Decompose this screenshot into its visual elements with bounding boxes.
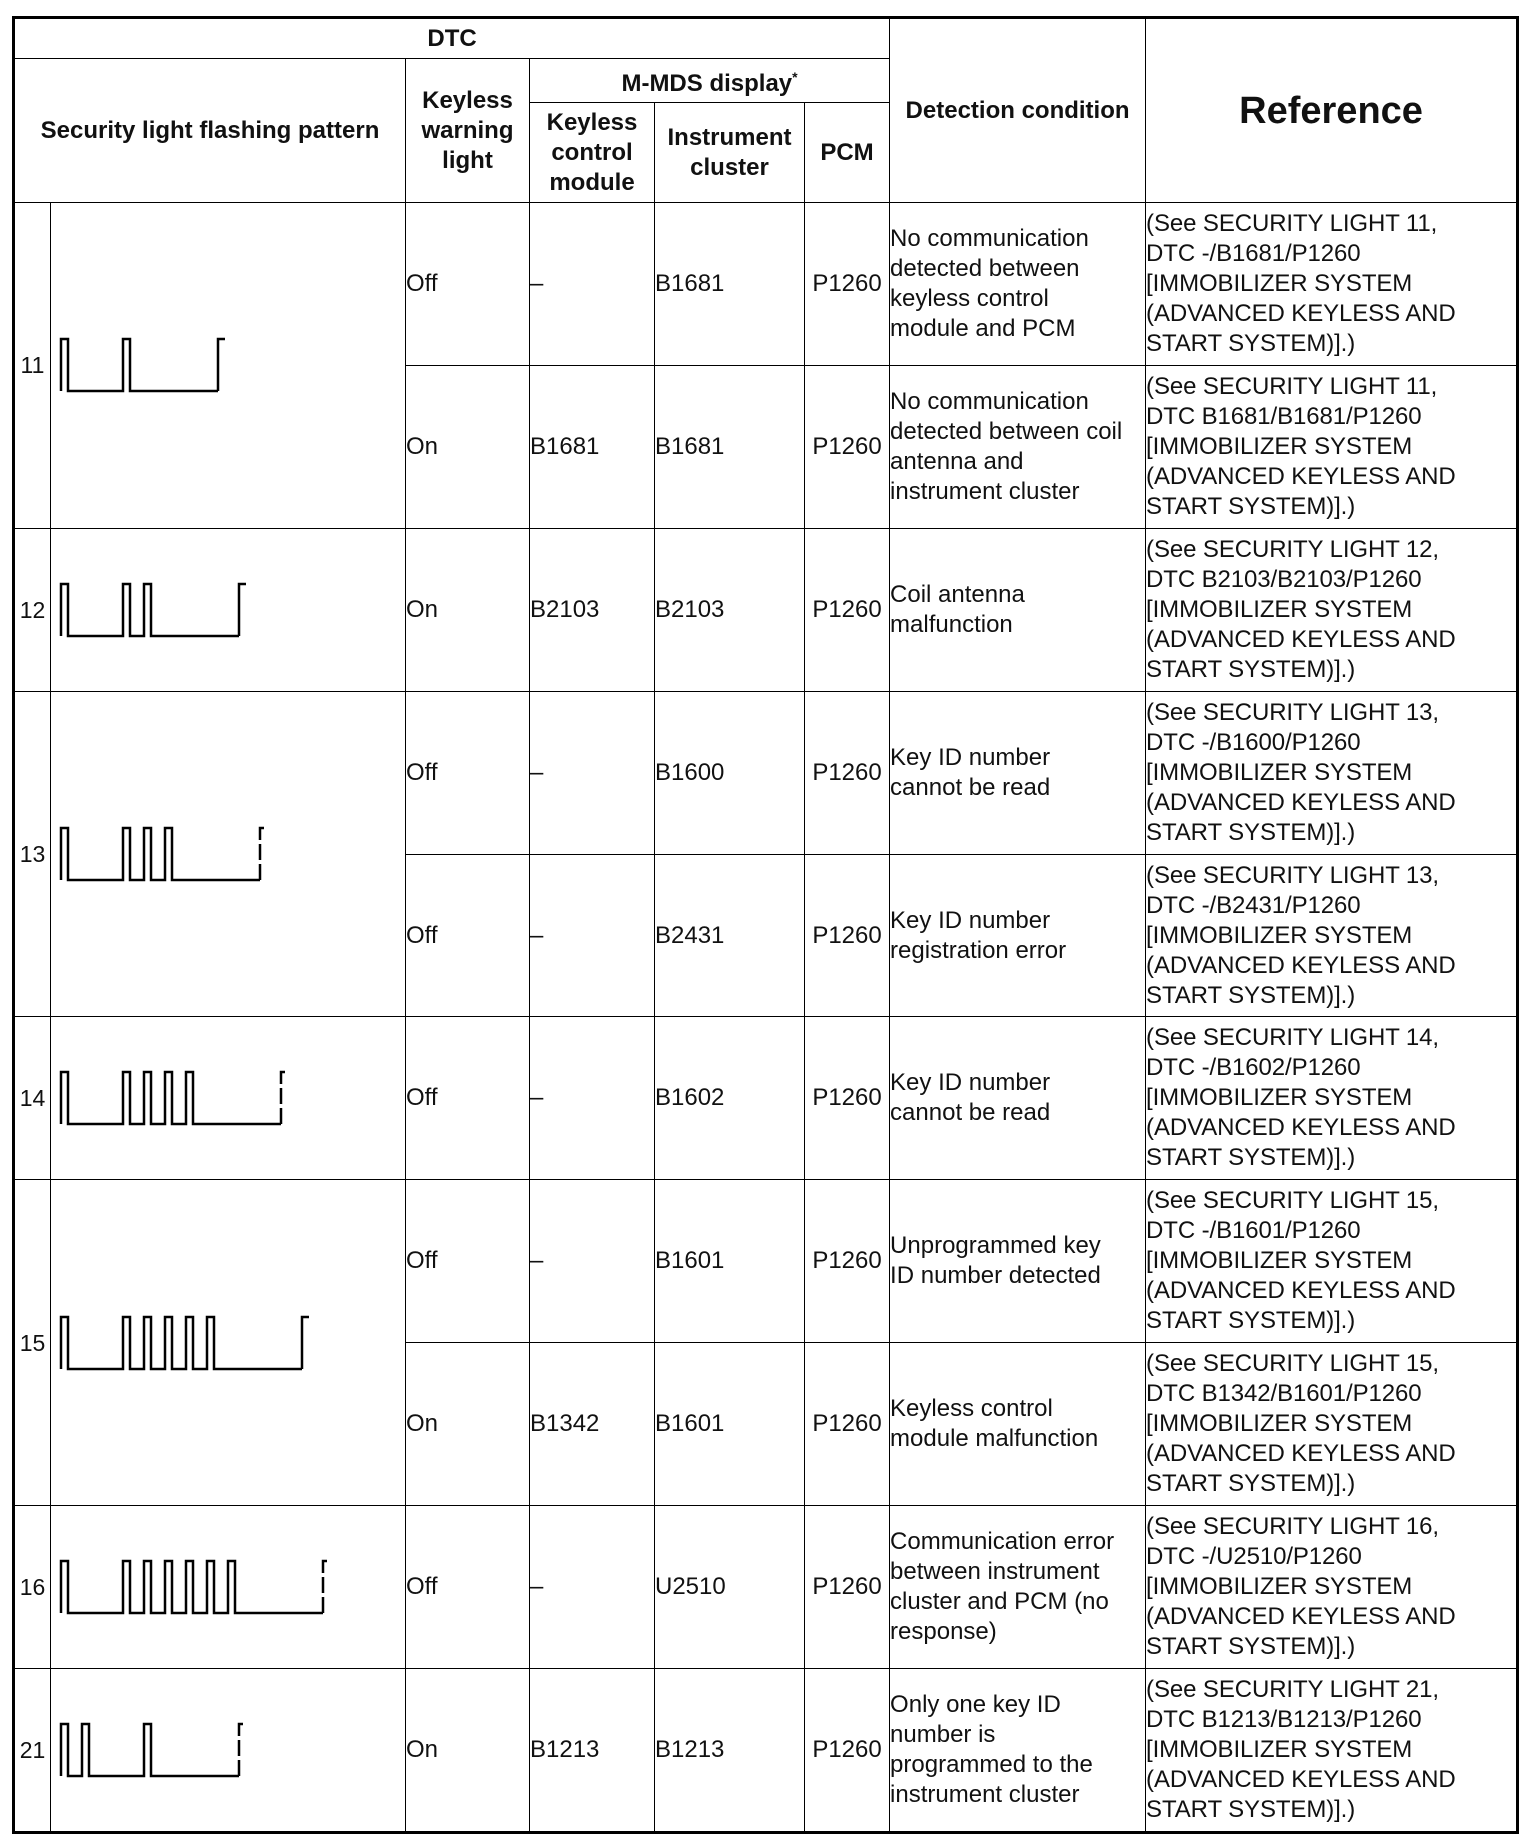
reference-line: START SYSTEM)].) (1146, 1144, 1356, 1172)
detection-condition-line: detected between (890, 254, 1080, 282)
detection-condition (890, 1180, 1146, 1343)
instrument-cluster-value: B1213 (655, 1669, 805, 1833)
reference-line: [IMMOBILIZER SYSTEM (1146, 1736, 1413, 1763)
pcm-value: P1260 (805, 528, 890, 691)
pcm-value: P1260 (805, 365, 890, 528)
kcm-header-line: module (549, 168, 635, 196)
detection-condition-line: No communication (890, 387, 1089, 415)
keyless-control-module-value: B2103 (530, 528, 655, 691)
keyless-warning-header-line: warning (421, 116, 514, 144)
reference-line: [IMMOBILIZER SYSTEM (1146, 1573, 1413, 1601)
pcm-value: P1260 (805, 1180, 890, 1343)
instrument-cluster-value: B1601 (655, 1343, 805, 1506)
table-row (14, 1506, 1518, 1669)
reference-line: (ADVANCED KEYLESS AND (1146, 1277, 1456, 1305)
reference-line: (See SECURITY LIGHT 21, (1146, 1676, 1439, 1703)
instrument-cluster-value: B2103 (655, 528, 805, 691)
detection-condition-line: malfunction (890, 610, 1013, 638)
mmds-footnote-mark: * (792, 69, 798, 85)
pattern-line (61, 828, 260, 880)
flashing-pattern-waveform (51, 1520, 403, 1654)
detection-condition-line: instrument cluster (890, 1781, 1080, 1808)
kcm-header-line: control (551, 138, 633, 166)
reference-line: (See SECURITY LIGHT 11, (1146, 209, 1438, 237)
keyless-control-module-value: B1213 (530, 1669, 655, 1833)
reference-line: START SYSTEM)].) (1146, 1633, 1356, 1661)
reference-line: (See SECURITY LIGHT 15, (1146, 1350, 1439, 1378)
reference-line: (ADVANCED KEYLESS AND (1146, 1603, 1456, 1631)
table-row (14, 203, 1518, 366)
dtc-code: 21 (14, 1669, 51, 1833)
pcm-value: P1260 (805, 854, 890, 1017)
detection-condition-line: Communication error (890, 1528, 1115, 1556)
flashing-pattern-cell (51, 528, 406, 691)
reference-line: START SYSTEM)].) (1146, 655, 1356, 683)
keyless-warning-light-value: Off (406, 1180, 530, 1343)
reference-text (1146, 1343, 1518, 1506)
keyless-control-module-value: – (530, 854, 655, 1017)
pattern-line (61, 1561, 323, 1613)
detection-condition (890, 203, 1146, 366)
reference-line: (ADVANCED KEYLESS AND (1146, 625, 1456, 653)
instrument-cluster-header (655, 103, 805, 203)
keyless-control-module-value: – (530, 1180, 655, 1343)
keyless-warning-header (406, 59, 530, 203)
keyless-control-module-value: B1681 (530, 365, 655, 528)
dtc-code: 16 (14, 1506, 51, 1669)
mmds-display-header (530, 59, 890, 103)
reference-line: (ADVANCED KEYLESS AND (1146, 299, 1456, 327)
reference-line: DTC -/B1601/P1260 (1146, 1217, 1361, 1245)
reference-line: START SYSTEM)].) (1146, 1796, 1356, 1823)
reference-line: DTC B1213/B1213/P1260 (1146, 1706, 1422, 1733)
reference-line: DTC B1342/B1601/P1260 (1146, 1380, 1422, 1408)
detection-condition-line: number is (890, 1721, 996, 1748)
pcm-value: P1260 (805, 1506, 890, 1669)
table-row (14, 691, 1518, 854)
pcm-value: P1260 (805, 1669, 890, 1833)
detection-condition-line: Keyless control (890, 1395, 1053, 1423)
mmds-display-label: M-MDS display (621, 70, 793, 97)
reference-text (1146, 528, 1518, 691)
pcm-value: P1260 (805, 203, 890, 366)
reference-line: (ADVANCED KEYLESS AND (1146, 951, 1456, 979)
pattern-line (61, 339, 218, 391)
reference-line: [IMMOBILIZER SYSTEM (1146, 269, 1413, 297)
table-row (14, 528, 1518, 691)
detection-condition (890, 854, 1146, 1017)
reference-line: DTC B2103/B2103/P1260 (1146, 565, 1422, 593)
flashing-pattern-cell (51, 1669, 406, 1833)
keyless-warning-light-value: Off (406, 854, 530, 1017)
kcm-header-line: Keyless (546, 108, 638, 136)
detection-condition-line: detected between coil (890, 417, 1123, 445)
reference-text (1146, 691, 1518, 854)
instrument-cluster-value: B1602 (655, 1017, 805, 1180)
reference-line: [IMMOBILIZER SYSTEM (1146, 1247, 1413, 1275)
instrument-cluster-value: B1681 (655, 203, 805, 366)
reference-text (1146, 365, 1518, 528)
instrument-header-line: Instrument (667, 123, 792, 151)
keyless-warning-light-value: On (406, 1343, 530, 1506)
instrument-cluster-value: B1681 (655, 365, 805, 528)
detection-condition-line: No communication (890, 224, 1089, 252)
detection-condition (890, 1017, 1146, 1180)
detection-condition-line: cannot be read (890, 773, 1051, 801)
pattern-line (61, 1317, 302, 1369)
reference-line: DTC -/B1681/P1260 (1146, 239, 1361, 267)
flashing-pattern-header: Security light flashing pattern (14, 59, 406, 203)
flashing-pattern-waveform (51, 718, 403, 990)
table-row (14, 1669, 1518, 1833)
reference-line: START SYSTEM)].) (1146, 818, 1356, 846)
detection-condition-line: Key ID number (890, 906, 1051, 934)
flashing-pattern-cell (51, 1180, 406, 1506)
pcm-value: P1260 (805, 691, 890, 854)
detection-condition (890, 1343, 1146, 1506)
keyless-warning-light-value: On (406, 1669, 530, 1833)
flashing-pattern-waveform (51, 543, 403, 677)
detection-condition-line: Key ID number (890, 743, 1051, 771)
reference-line: DTC -/B2431/P1260 (1146, 891, 1361, 919)
reference-line: (See SECURITY LIGHT 16, (1146, 1513, 1439, 1541)
detection-condition-line: ID number detected (890, 1262, 1101, 1290)
detection-condition-line: module and PCM (890, 314, 1076, 342)
instrument-cluster-value: B1601 (655, 1180, 805, 1343)
detection-condition (890, 365, 1146, 528)
reference-line: DTC -/U2510/P1260 (1146, 1543, 1362, 1571)
detection-condition-line: Only one key ID (890, 1691, 1061, 1718)
dtc-code: 14 (14, 1017, 51, 1180)
keyless-control-module-value: – (530, 691, 655, 854)
instrument-cluster-value: B2431 (655, 854, 805, 1017)
table-header (14, 18, 1518, 203)
reference-line: (ADVANCED KEYLESS AND (1146, 1440, 1456, 1468)
flashing-pattern-waveform (51, 1207, 403, 1479)
keyless-warning-header-line: Keyless (422, 86, 513, 114)
pcm-value: P1260 (805, 1343, 890, 1506)
reference-line: (See SECURITY LIGHT 13, (1146, 698, 1439, 726)
flashing-pattern-waveform (51, 1031, 403, 1165)
keyless-warning-light-value: On (406, 528, 530, 691)
detection-condition-header: Detection condition (890, 18, 1146, 203)
keyless-control-module-value: – (530, 203, 655, 366)
pattern-repeat-marker (239, 1724, 246, 1776)
reference-line: (ADVANCED KEYLESS AND (1146, 1766, 1456, 1793)
flashing-pattern-cell (51, 1017, 406, 1180)
reference-line: (See SECURITY LIGHT 15, (1146, 1187, 1439, 1215)
keyless-warning-light-value: Off (406, 691, 530, 854)
detection-condition-line: Unprogrammed key (890, 1232, 1101, 1260)
reference-line: (ADVANCED KEYLESS AND (1146, 1114, 1456, 1142)
keyless-control-module-value: – (530, 1017, 655, 1180)
reference-line: START SYSTEM)].) (1146, 1307, 1356, 1335)
reference-line: START SYSTEM)].) (1146, 329, 1356, 357)
dtc-code: 15 (14, 1180, 51, 1506)
detection-condition (890, 691, 1146, 854)
reference-line: (See SECURITY LIGHT 14, (1146, 1024, 1439, 1052)
pattern-repeat-marker (281, 1072, 288, 1124)
reference-line: START SYSTEM)].) (1146, 981, 1356, 1009)
flashing-pattern-cell (51, 203, 406, 529)
pattern-line (61, 584, 239, 636)
table-row (14, 1017, 1518, 1180)
reference-text (1146, 1506, 1518, 1669)
dtc-header: DTC (14, 18, 890, 59)
pattern-repeat-marker (239, 584, 246, 636)
pattern-repeat-marker (302, 1317, 309, 1369)
dtc-code: 12 (14, 528, 51, 691)
reference-line: START SYSTEM)].) (1146, 1470, 1356, 1498)
reference-line: [IMMOBILIZER SYSTEM (1146, 432, 1413, 460)
dtc-table (12, 16, 1519, 1834)
reference-line: [IMMOBILIZER SYSTEM (1146, 1084, 1413, 1112)
reference-line: (See SECURITY LIGHT 11, (1146, 372, 1438, 400)
reference-line: (ADVANCED KEYLESS AND (1146, 788, 1456, 816)
keyless-control-module-value: – (530, 1506, 655, 1669)
pattern-line (61, 1724, 239, 1776)
reference-line: DTC -/B1602/P1260 (1146, 1054, 1361, 1082)
keyless-control-module-header (530, 103, 655, 203)
keyless-warning-light-value: Off (406, 1017, 530, 1180)
detection-condition-line: registration error (890, 936, 1067, 964)
pcm-header: PCM (805, 103, 890, 203)
reference-line: [IMMOBILIZER SYSTEM (1146, 758, 1413, 786)
reference-text (1146, 854, 1518, 1017)
detection-condition-line: antenna and (890, 447, 1024, 475)
reference-text (1146, 1669, 1518, 1833)
reference-line: START SYSTEM)].) (1146, 492, 1356, 520)
detection-condition-line: programmed to the (890, 1751, 1093, 1778)
keyless-warning-header-line: light (442, 146, 493, 174)
pattern-repeat-marker (260, 828, 267, 880)
flashing-pattern-cell (51, 1506, 406, 1669)
detection-condition (890, 528, 1146, 691)
detection-condition-line: cluster and PCM (no (890, 1588, 1109, 1616)
flashing-pattern-cell (51, 691, 406, 1017)
reference-text (1146, 203, 1518, 366)
table-row (14, 1180, 1518, 1343)
detection-condition-line: cannot be read (890, 1099, 1051, 1127)
detection-condition-line: Coil antenna (890, 580, 1025, 608)
detection-condition-line: Key ID number (890, 1069, 1051, 1097)
keyless-warning-light-value: On (406, 365, 530, 528)
reference-header: Reference (1146, 18, 1518, 203)
pattern-repeat-marker (323, 1561, 330, 1613)
detection-condition (890, 1506, 1146, 1669)
pattern-repeat-marker (218, 339, 225, 391)
detection-condition-line: keyless control (890, 284, 1049, 312)
reference-line: (ADVANCED KEYLESS AND (1146, 462, 1456, 490)
reference-line: [IMMOBILIZER SYSTEM (1146, 595, 1413, 623)
keyless-control-module-value: B1342 (530, 1343, 655, 1506)
instrument-cluster-value: U2510 (655, 1506, 805, 1669)
flashing-pattern-waveform (51, 1683, 403, 1817)
reference-text (1146, 1180, 1518, 1343)
dtc-code: 13 (14, 691, 51, 1017)
reference-line: [IMMOBILIZER SYSTEM (1146, 1410, 1413, 1438)
dtc-code: 11 (14, 203, 51, 529)
reference-text (1146, 1017, 1518, 1180)
reference-line: (See SECURITY LIGHT 13, (1146, 861, 1439, 889)
pattern-line (61, 1072, 281, 1124)
pcm-value: P1260 (805, 1017, 890, 1180)
detection-condition-line: response) (890, 1618, 997, 1646)
detection-condition-line: module malfunction (890, 1425, 1099, 1453)
reference-line: (See SECURITY LIGHT 12, (1146, 535, 1439, 563)
instrument-header-line: cluster (690, 153, 769, 181)
detection-condition-line: between instrument (890, 1558, 1100, 1586)
keyless-warning-light-value: Off (406, 203, 530, 366)
flashing-pattern-waveform (51, 229, 403, 501)
reference-line: DTC -/B1600/P1260 (1146, 728, 1361, 756)
detection-condition (890, 1669, 1146, 1833)
keyless-warning-light-value: Off (406, 1506, 530, 1669)
reference-line: DTC B1681/B1681/P1260 (1146, 402, 1422, 430)
detection-condition-line: instrument cluster (890, 477, 1080, 505)
instrument-cluster-value: B1600 (655, 691, 805, 854)
reference-line: [IMMOBILIZER SYSTEM (1146, 921, 1413, 949)
table-body (14, 203, 1518, 1833)
